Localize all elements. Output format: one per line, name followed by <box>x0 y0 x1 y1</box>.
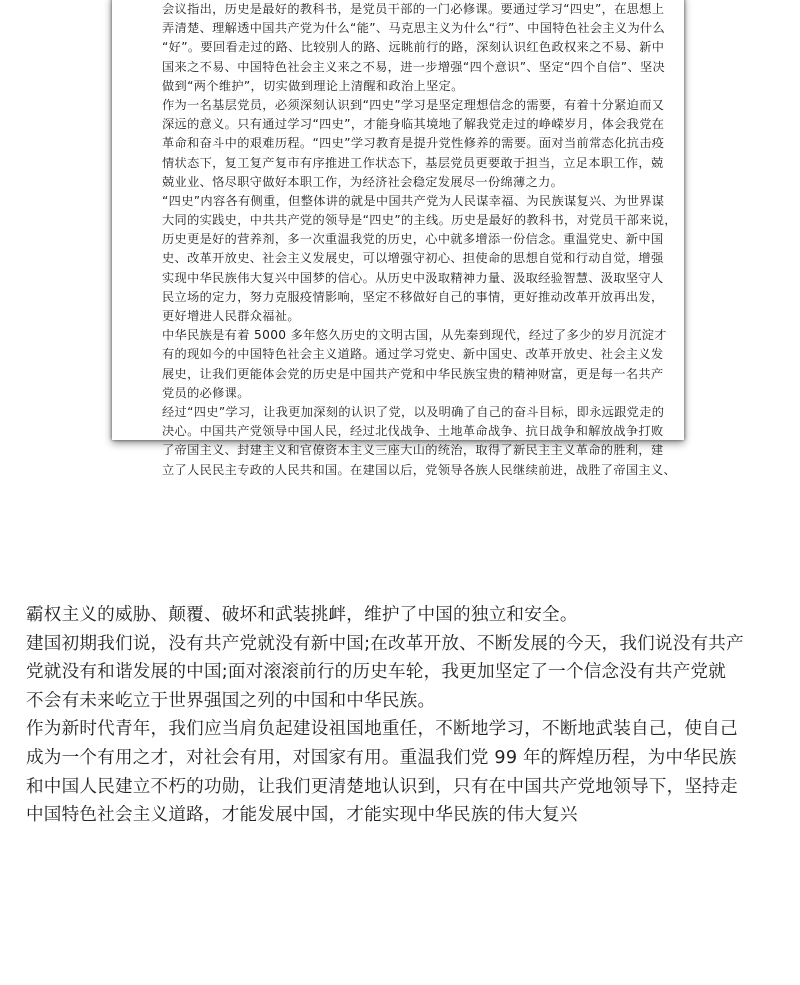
text-line: 历史更是好的营养剂，多一次重温我党的历史，心中就多增添一份信念。重温党史、新中国 <box>162 232 664 247</box>
text-line: 中国特色社会主义道路，才能发展中国，才能实现中华民族的伟大复兴 <box>26 805 578 826</box>
text-line: “好”。要回看走过的路、比较别人的路、远眺前行的路，深刻认识红色政权来之不易、新中 <box>162 40 665 55</box>
text-line: 展史，让我们更能体会党的历史是中国共产党和中华民族宝贵的精神财富，更是每一名共产 <box>162 366 664 381</box>
text-line: 经过“四史”学习，让我更加深刻的认识了党，以及明确了自己的奋斗目标，即永远跟党走的 <box>162 404 665 419</box>
text-line: 中华民族是有着 5000 多年悠久历史的文明古国，从先秦到现代，经过了多少的岁月沉淀才 <box>162 328 667 343</box>
text-line: 革命和奋斗中的艰难历程。“四史”学习教育是提升党性修养的需要。面对当前常态化抗击疫 <box>162 136 665 151</box>
text-line: 情状态下，复工复产复市有序推进工作状态下，基层党员更要敢于担当，立足本职工作，兢 <box>162 155 664 170</box>
text-line: 弄清楚、理解透中国共产党为什么“能”、马克思主义为什么“行”、中国特色社会主义为什么 <box>162 21 666 36</box>
text-line: 有的现如今的中国特色社会主义道路。通过学习党史、新中国史、改革开放史、社会主义发 <box>162 347 664 362</box>
text-line: 作为一名基层党员，必须深刻认识到“四史”学习是坚定理想信念的需要，有着十分紧迫而又 <box>162 97 665 112</box>
document-page-preview <box>112 0 684 477</box>
text-line: 成为一个有用之才，对社会有用，对国家有用。重温我们党 99 年的辉煌历程，为中华民族 <box>26 747 737 768</box>
text-line: 党就没有和谐发展的中国;面对滚滚前行的历史车轮，我更加坚定了一个信念没有共产党就 <box>26 662 727 683</box>
text-line: 史、改革开放史、社会主义发展史，可以增强守初心、担使命的思想自觉和行动自觉，增强 <box>162 251 664 266</box>
text-line: 做到“两个维护”，切实做到理论上清醒和政治上坚定。 <box>162 78 464 93</box>
text-line: 和中国人民建立不朽的功勋，让我们更清楚地认识到，只有在中国共产党地领导下，坚持走 <box>26 776 738 797</box>
text-line: 兢业业、恪尽职守做好本职工作，为经济社会稳定发展尽一份绵薄之力。 <box>162 174 564 189</box>
text-line: 国来之不易、中国特色社会主义来之不易，进一步增强“四个意识”、坚定“四个自信”、坚决 <box>162 59 666 74</box>
text-line: 立了人民民主专政的人民共和国。在建国以后，党领导各族人民继续前进，战胜了帝国主义、 <box>162 462 677 477</box>
text-line: 大同的实践史，中共共产党的领导是“四史”的主线。历史是最好的教科书，对党员干部来说， <box>162 213 677 228</box>
text-line: 作为新时代青年，我们应当肩负起建设祖国地重任，不断地学习，不断地武装自己，使自己 <box>26 719 738 740</box>
text-line: 民立场的定力，努力克服疫情影响，坚定不移做好自己的事情，更好推动改革开放再出发， <box>162 289 664 304</box>
text-line: 决心。中国共产党领导中国人民，经过北伐战争、土地革命战争、抗日战争和解放战争打败 <box>162 424 664 439</box>
document-body-text <box>26 601 781 830</box>
text-line: 霸权主义的威胁、颠覆、破坏和武装挑衅，维护了中国的独立和安全。 <box>26 605 578 625</box>
text-line: 会议指出，历史是最好的教科书，是党员干部的一门必修课。要通过学习“四史”，在思想上 <box>162 2 665 16</box>
text-line: 实现中华民族伟大复兴中国梦的信心。从历史中汲取精神力量、汲取经验智慧、汲取坚守人 <box>162 270 664 285</box>
text-line: 深远的意义。只有通过学习“四史”，才能身临其境地了解我党走过的峥嵘岁月，体会我党在 <box>162 117 665 132</box>
text-line: 不会有未来屹立于世界强国之列的中国和中华民族。 <box>26 690 436 711</box>
text-line: 更好增进人民群众福祉。 <box>162 309 300 323</box>
text-line: 建国初期我们说，没有共产党就没有新中国;在改革开放、不断发展的今天，我们说没有共产 <box>26 633 744 654</box>
preview-text <box>162 0 677 480</box>
text-line: 党员的必修课。 <box>162 385 250 400</box>
text-line: “四史”内容各有侧重，但整体讲的就是中国共产党为人民谋幸福、为民族谋复兴、为世界谋 <box>162 193 665 208</box>
text-line: 了帝国主义、封建主义和官僚资本主义三座大山的统治，取得了新民主主义革命的胜利，建 <box>162 443 664 458</box>
